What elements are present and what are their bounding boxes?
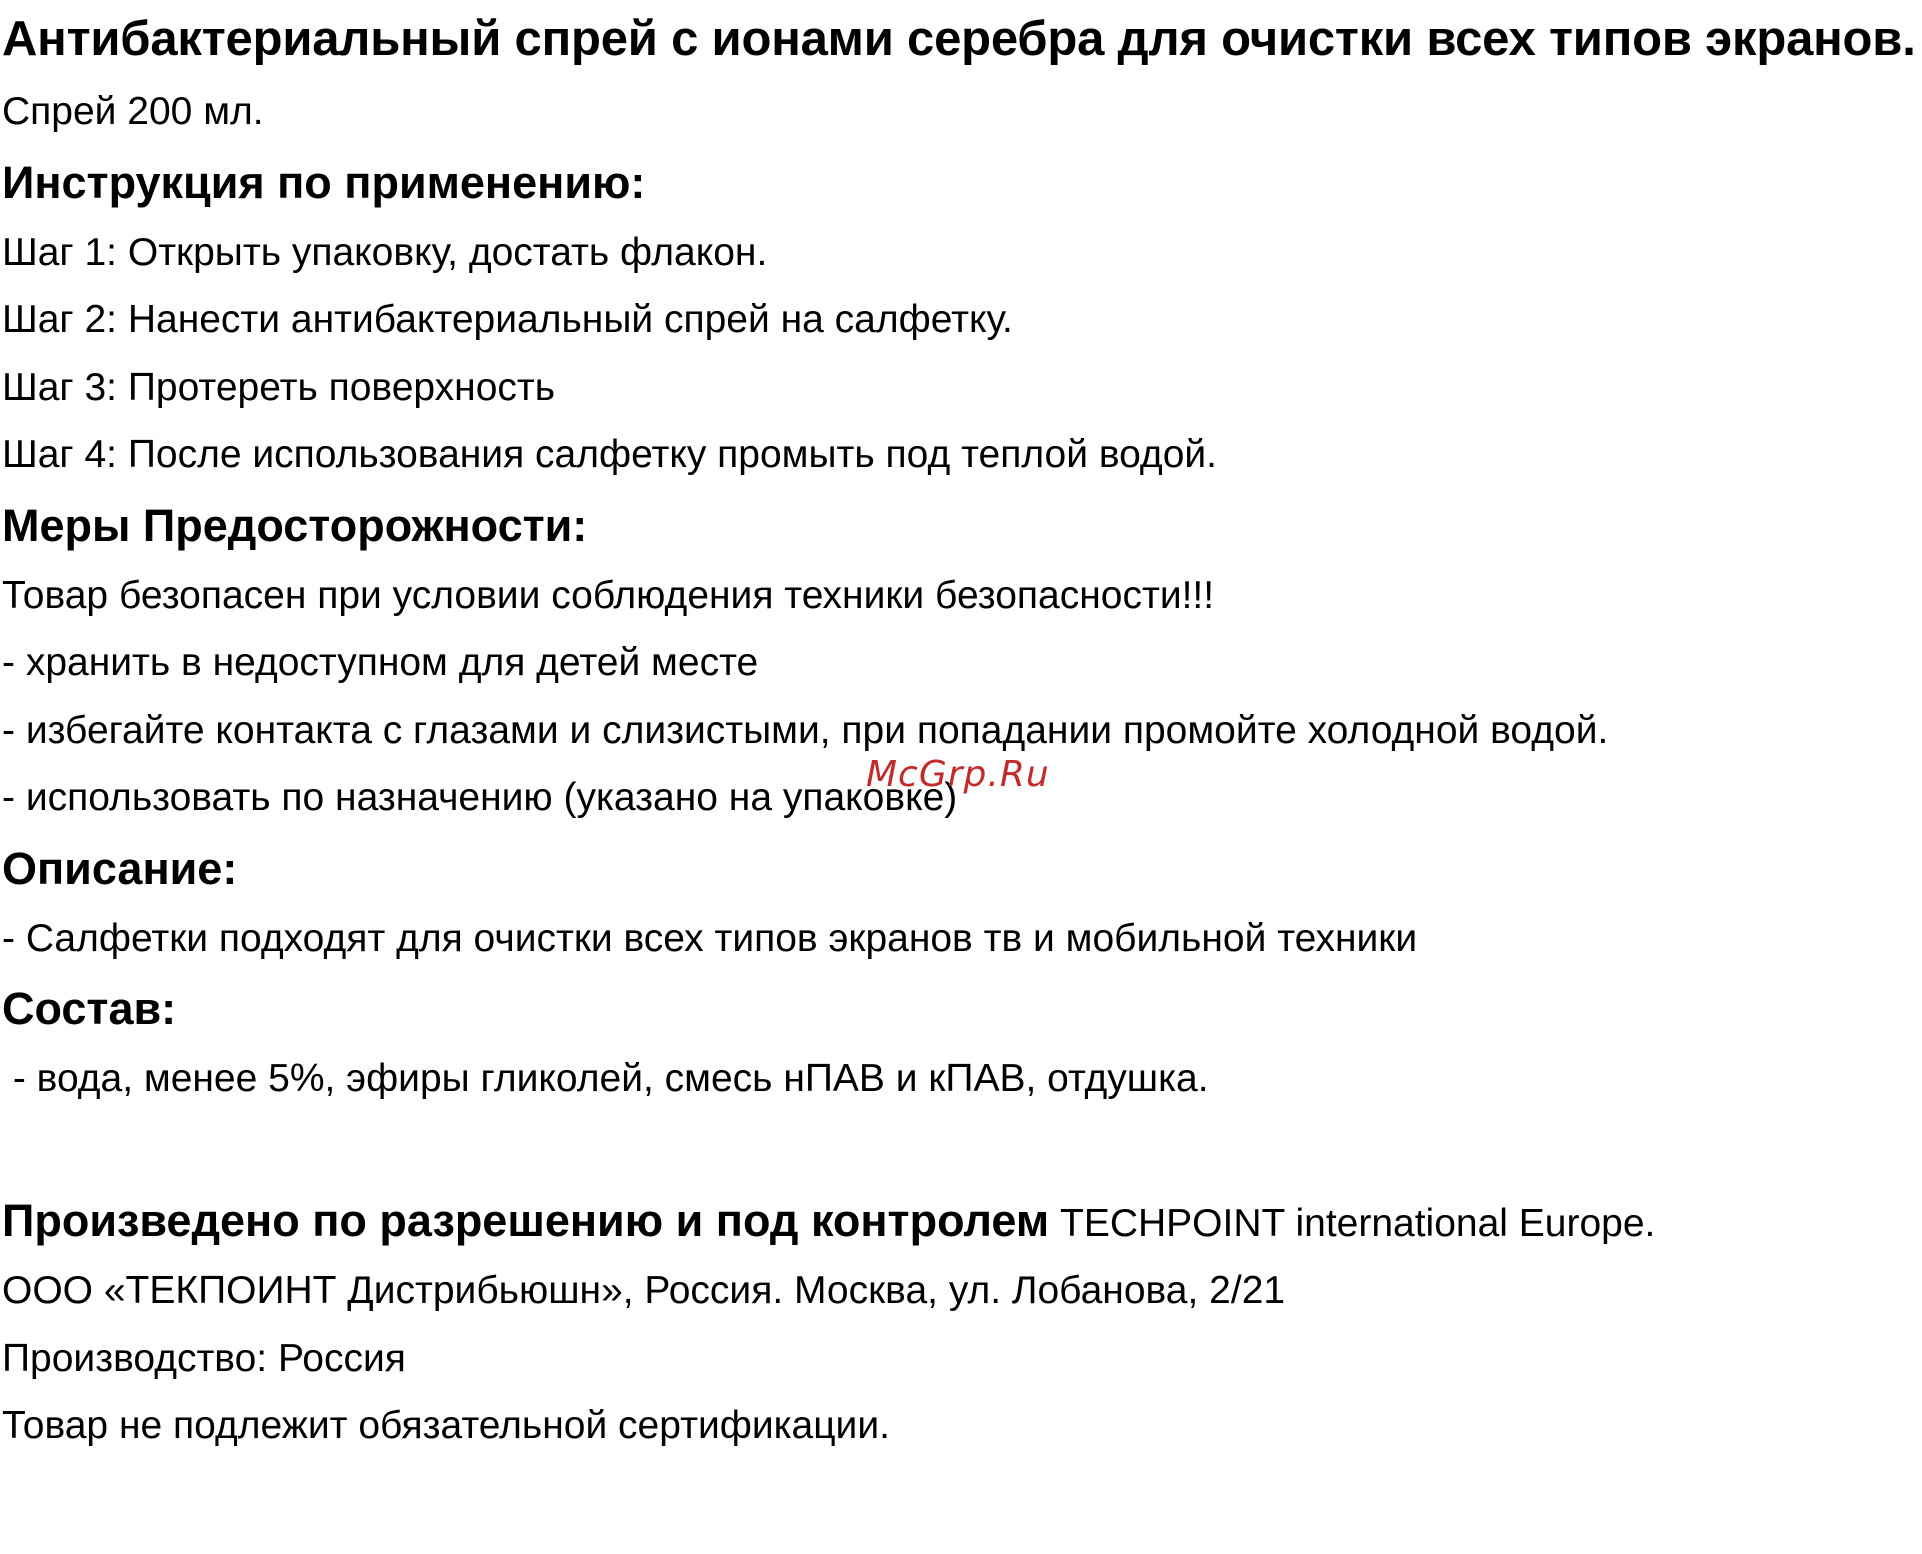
precautions-heading: Меры Предосторожности: [2, 499, 588, 551]
instructions-heading: Инструкция по применению: [2, 156, 646, 208]
certification-note: Товар не подлежит обязательной сертификации. [2, 1404, 890, 1447]
composition-item: - вода, менее 5%, эфиры гликолей, смесь нПАВ и кПАВ, отдушка. [2, 1057, 1209, 1100]
description-item: - Салфетки подходят для очистки всех типов экранов тв и мобильной техники [2, 916, 1418, 960]
document-page [2, 0, 1917, 1460]
company-address: ООО «ТЕКПОИНТ Дистрибьюшн», Россия. Москва, ул. Лобанова, 2/21 [2, 1269, 1286, 1312]
description-heading: Описание: [2, 842, 238, 894]
section-spacer [2, 1113, 1917, 1187]
produced-by-company: TECHPOINT international Europe. [1049, 1201, 1656, 1245]
product-volume: Спрей 200 мл. [2, 90, 264, 133]
composition-section [2, 972, 1917, 1113]
product-title: Антибактериальный спрей с ионами серебра для очистки всех типов экранов. [2, 12, 1916, 66]
instruction-step: Шаг 1: Открыть упаковку, достать флакон. [2, 230, 768, 274]
instruction-step: Шаг 3: Протереть поверхность [2, 365, 556, 409]
watermark-text: McGrp.Ru [866, 754, 1050, 795]
instruction-step: Шаг 2: Нанести антибактериальный спрей на салфетку. [2, 298, 1013, 341]
precaution-item: - хранить в недоступном для детей месте [2, 641, 759, 684]
produced-by-label: Произведено по разрешению и под контролем [2, 1194, 1050, 1246]
produced-by [2, 1187, 1917, 1258]
instruction-step: Шаг 4: После использования салфетку промыть под теплой водой. [2, 433, 1217, 476]
precaution-item: - избегайте контакта с глазами и слизистыми, при попадании промойте холодной водой. [2, 708, 1609, 752]
precaution-item: - использовать по назначению (указано на упаковке) [2, 776, 958, 819]
manufacturer-section [2, 1187, 1917, 1460]
instructions-section [2, 146, 1917, 489]
production-country: Производство: Россия [2, 1336, 406, 1380]
precaution-item: Товар безопасен при условии соблюдения техники безопасности!!! [2, 573, 1215, 617]
description-section [2, 832, 1917, 973]
composition-heading: Состав: [2, 983, 177, 1034]
